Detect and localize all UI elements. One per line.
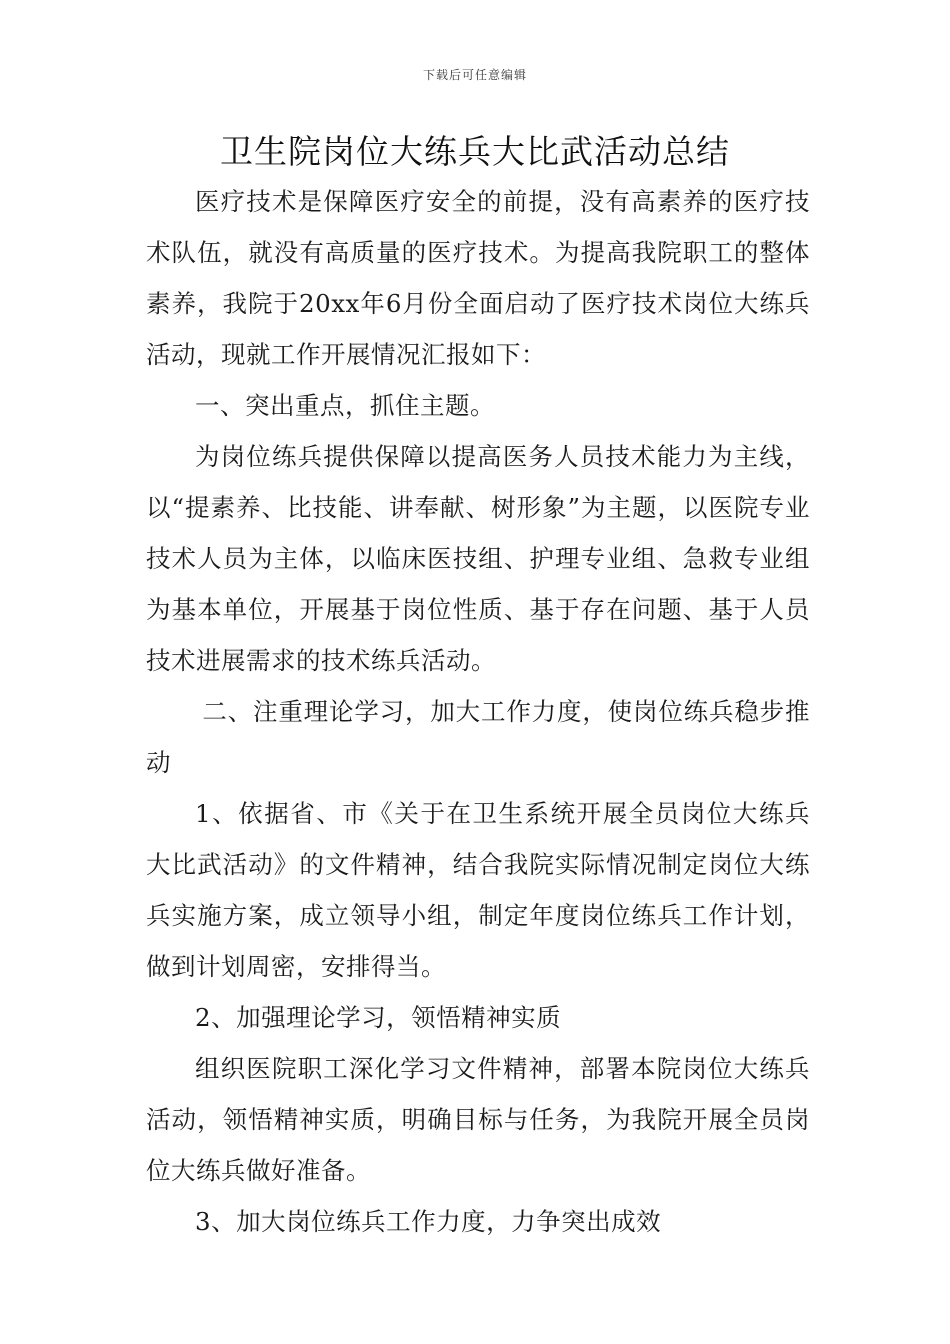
subheading-item-3: 3、加大岗位练兵工作力度，力争突出成效 (195, 1207, 662, 1236)
paragraph-section-1: 为岗位练兵提供保障以提高医务人员技术能力为主线，以“提素养、比技能、讲奉献、树形象”为主题，以医院专业技术人员为主体，以临床医技组、护理专业组、急救专业组为基本单位，开展基于岗位性质、基于存在问题、基于人员技术进展需求的技术练兵活动。 (146, 442, 810, 675)
header-note: 下载后可任意编辑 (422, 68, 527, 82)
paragraph-intro: 医疗技术是保障医疗安全的前提，没有高素养的医疗技术队伍，就没有高质量的医疗技术。为提高我院职工的整体素养，我院于20xx年6月份全面启动了医疗技术岗位大练兵活动，现就工作开展情况汇报如下： (146, 187, 810, 369)
paragraph-item-1: 1、依据省、市《关于在卫生系统开展全员岗位大练兵大比武活动》的文件精神，结合我院实际情况制定岗位大练兵实施方案，成立领导小组，制定年度岗位练兵工作计划，做到计划周密，安排得当。 (146, 799, 810, 981)
document-title: 卫生院岗位大练兵大比武活动总结 (220, 132, 730, 171)
document-body (146, 176, 810, 1247)
subheading-item-2: 2、加强理论学习，领悟精神实质 (195, 1003, 562, 1032)
paragraph-item-2: 组织医院职工深化学习文件精神，部署本院岗位大练兵活动，领悟精神实质，明确目标与任务，为我院开展全员岗位大练兵做好准备。 (146, 1054, 810, 1185)
section-heading-1: 一、突出重点，抓住主题。 (195, 391, 495, 420)
section-heading-2: 二、注重理论学习，加大工作力度，使岗位练兵稳步推动 (146, 697, 810, 777)
